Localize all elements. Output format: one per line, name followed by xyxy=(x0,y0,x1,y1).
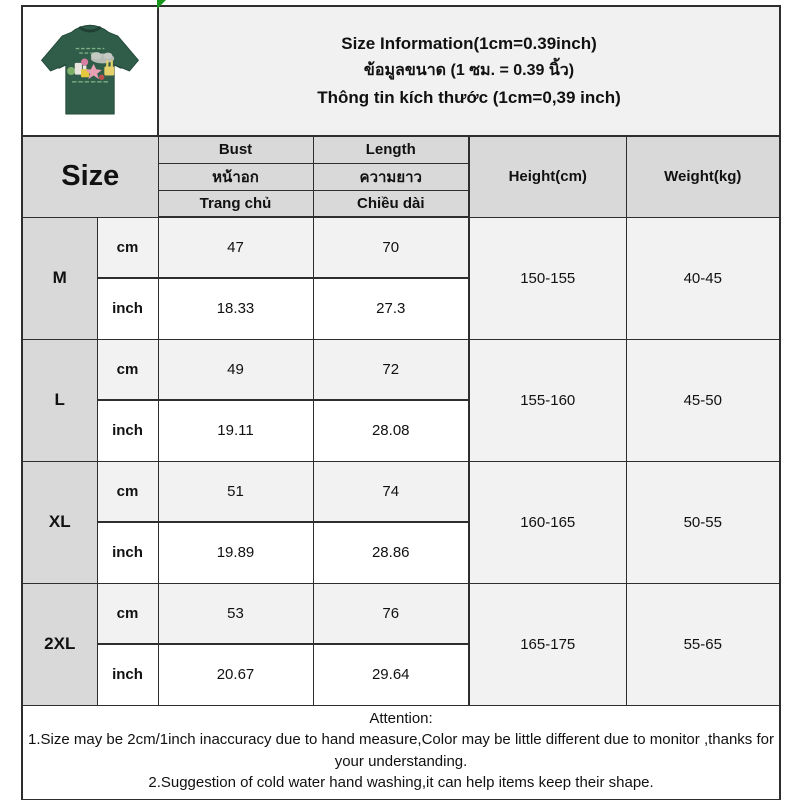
xl-length-cm: 74 xyxy=(313,461,469,522)
2xl-length-inch: 29.64 xyxy=(313,644,469,705)
header-bust-en: Bust xyxy=(158,136,313,163)
xl-bust-inch: 19.89 xyxy=(158,522,313,583)
tshirt-product-image xyxy=(23,7,157,135)
header-height: Height(cm) xyxy=(469,136,626,217)
l-length-cm: 72 xyxy=(313,339,469,400)
product-image-cell xyxy=(22,6,158,136)
size-label-2xl: 2XL xyxy=(22,583,97,705)
m-height-range: 150-155 xyxy=(469,217,626,339)
m-length-cm: 70 xyxy=(313,217,469,278)
size-information-title-cell xyxy=(158,6,780,136)
xl-height-range: 160-165 xyxy=(469,461,626,583)
m-bust-inch: 18.33 xyxy=(158,278,313,339)
unit-inch-label: inch xyxy=(97,522,158,583)
size-row-2xl xyxy=(22,583,780,644)
unit-cm-label: cm xyxy=(97,339,158,400)
attention-row xyxy=(22,705,780,800)
title-thai: ข้อมูลขนาด (1 ซม. = 0.39 นิ้ว) xyxy=(363,62,575,79)
m-bust-cm: 47 xyxy=(158,217,313,278)
header-bust-vi: Trang chủ xyxy=(158,190,313,217)
unit-inch-label: inch xyxy=(97,400,158,461)
xl-length-inch: 28.86 xyxy=(313,522,469,583)
l-weight-range: 45-50 xyxy=(626,339,780,461)
l-length-inch: 28.08 xyxy=(313,400,469,461)
tshirt-graphic-icon xyxy=(29,12,151,130)
size-label-xl: XL xyxy=(22,461,97,583)
header-length-th: ความยาว xyxy=(313,163,469,190)
2xl-bust-cm: 53 xyxy=(158,583,313,644)
title-vietnamese: Thông tin kích thước (1cm=0,39 inch) xyxy=(317,88,621,107)
l-height-range: 155-160 xyxy=(469,339,626,461)
attention-note-2: 2.Suggestion of cold water hand washing,it can help items keep their shape. xyxy=(148,774,654,791)
m-length-inch: 27.3 xyxy=(313,278,469,339)
header-weight: Weight(kg) xyxy=(626,136,780,217)
size-label-m: M xyxy=(22,217,97,339)
2xl-weight-range: 55-65 xyxy=(626,583,780,705)
header-length-vi: Chiều dài xyxy=(313,190,469,217)
unit-cm-label: cm xyxy=(97,461,158,522)
unit-cm-label: cm xyxy=(97,217,158,278)
l-bust-cm: 49 xyxy=(158,339,313,400)
m-weight-range: 40-45 xyxy=(626,217,780,339)
attention-note-1: 1.Size may be 2cm/1inch inaccuracy due to hand measure,Color may be little different due to monitor ,thanks for your understanding. xyxy=(28,731,774,770)
header-length-en: Length xyxy=(313,136,469,163)
xl-weight-range: 50-55 xyxy=(626,461,780,583)
title-english: Size Information(1cm=0.39inch) xyxy=(341,34,597,53)
size-chart-sheet xyxy=(21,5,779,800)
2xl-length-cm: 76 xyxy=(313,583,469,644)
xl-bust-cm: 51 xyxy=(158,461,313,522)
attention-title: Attention: xyxy=(369,709,433,727)
l-bust-inch: 19.11 xyxy=(158,400,313,461)
unit-inch-label: inch xyxy=(97,278,158,339)
attention-cell xyxy=(22,705,780,800)
size-table xyxy=(21,5,781,800)
size-row-m xyxy=(22,217,780,278)
green-corner-marker-icon xyxy=(157,0,166,9)
header-bust-th: หน้าอก xyxy=(158,163,313,190)
unit-inch-label: inch xyxy=(97,644,158,705)
2xl-bust-inch: 20.67 xyxy=(158,644,313,705)
size-label-l: L xyxy=(22,339,97,461)
header-size: Size xyxy=(22,136,158,217)
2xl-height-range: 165-175 xyxy=(469,583,626,705)
size-row-l xyxy=(22,339,780,400)
unit-cm-label: cm xyxy=(97,583,158,644)
size-row-xl xyxy=(22,461,780,522)
